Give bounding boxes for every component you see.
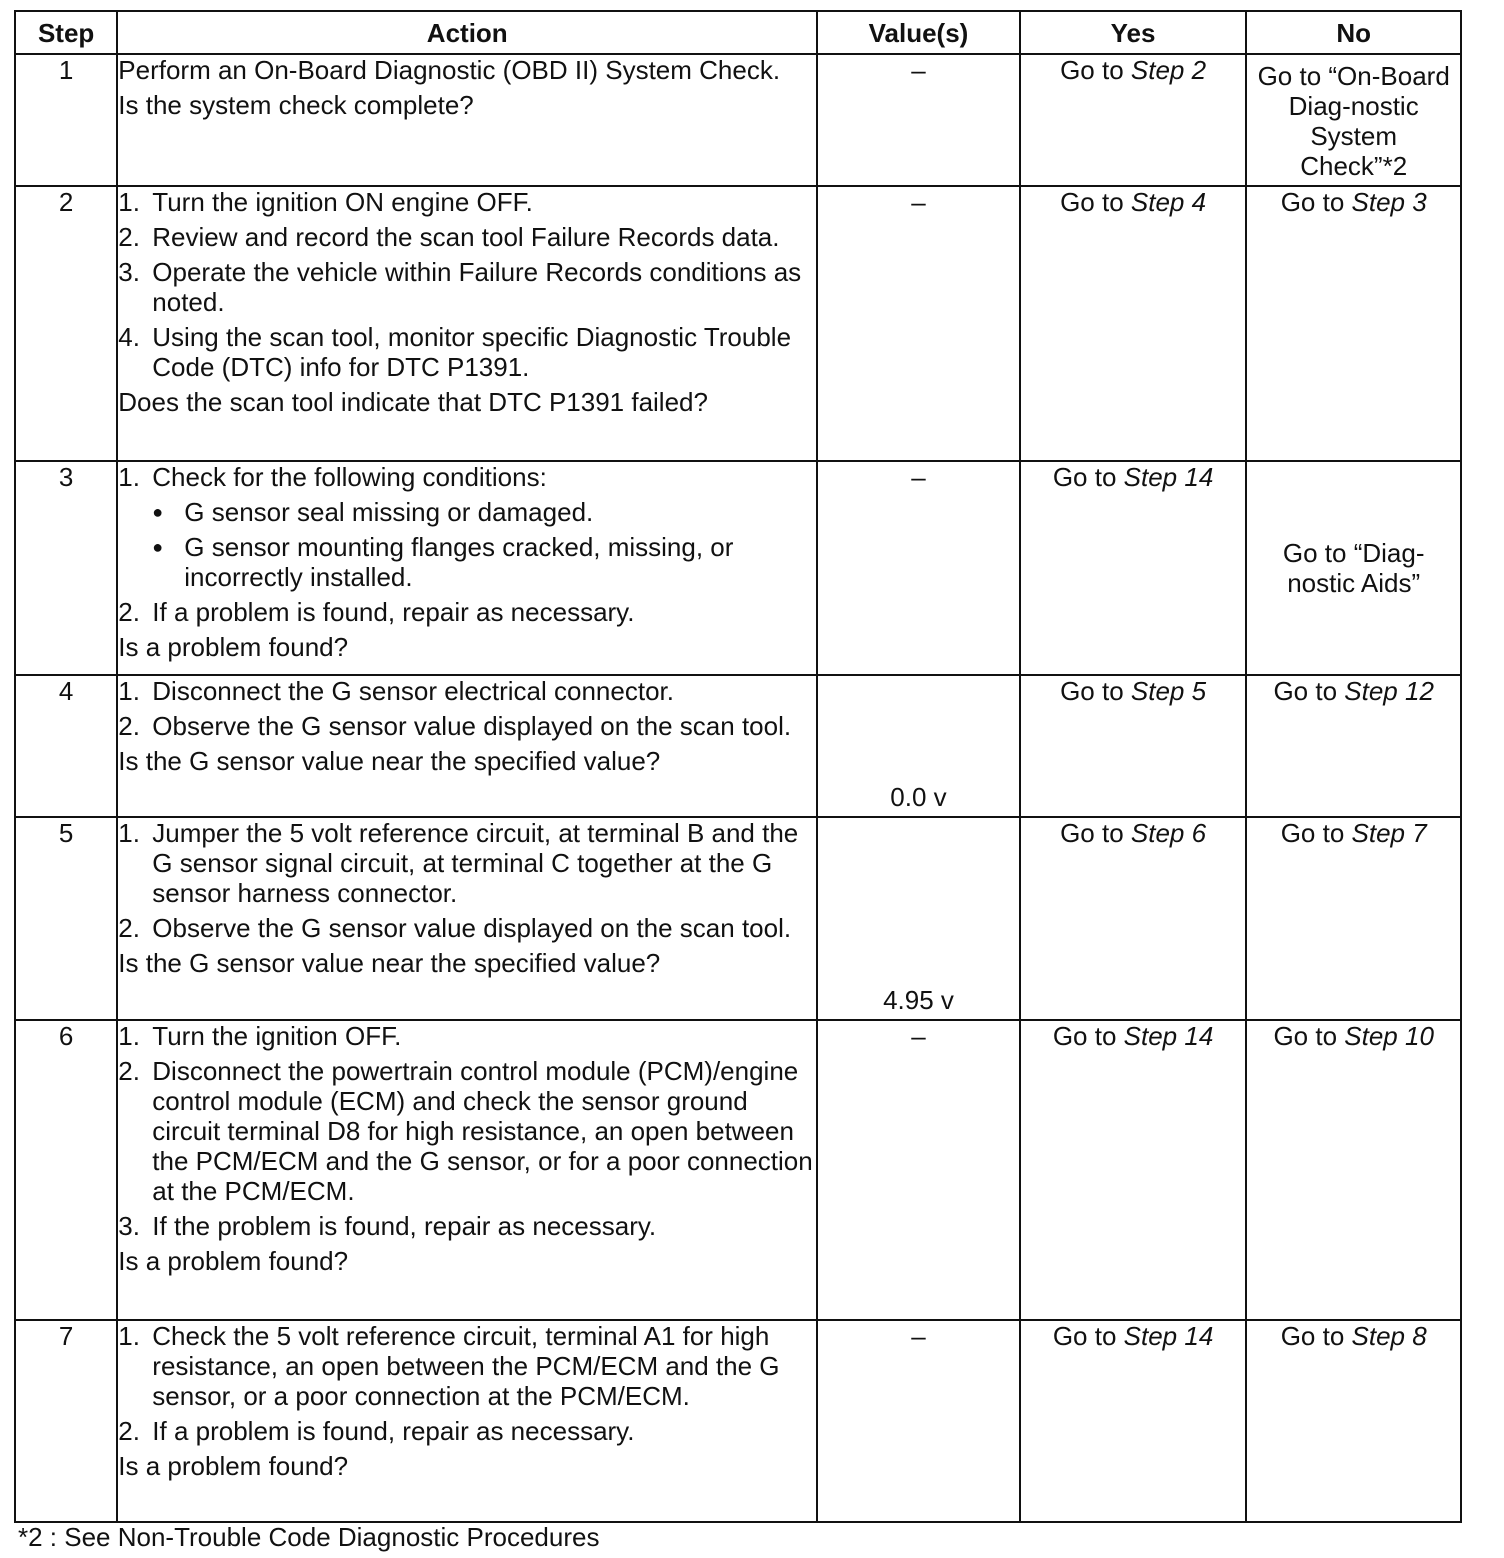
no-cell [1246, 186, 1461, 461]
yes-cell [1020, 675, 1247, 817]
yes-step-ref: Step 6 [1130, 818, 1207, 848]
action-cell [117, 461, 817, 675]
action-cell [117, 1320, 817, 1522]
no-prefix: Go to [1280, 187, 1352, 217]
yes-step-ref: Step 4 [1130, 187, 1207, 217]
action-item [118, 676, 816, 706]
action-question: Does the scan tool indicate that DTC P1391 failed? [118, 387, 708, 417]
item-text: If a problem is found, repair as necessary. [152, 1416, 635, 1446]
item-number: 1. [118, 1321, 140, 1351]
action-question: Is a problem found? [118, 1451, 349, 1481]
item-text: Jumper the 5 volt reference circuit, at terminal B and the G sensor signal circuit, at terminal C together at the G sensor harness connector. [152, 818, 799, 908]
action-item [118, 1321, 816, 1411]
item-text: Operate the vehicle within Failure Records conditions as noted. [152, 257, 802, 317]
item-number: 2. [118, 1056, 140, 1086]
action-item [118, 222, 816, 252]
item-number: 1. [118, 676, 140, 706]
yes-prefix: Go to [1060, 187, 1131, 217]
value-cell: – [817, 461, 1020, 675]
action-question: Is the system check complete? [118, 90, 474, 120]
yes-cell [1020, 186, 1247, 461]
bullet-text: G sensor mounting flanges cracked, missing, or incorrectly installed. [184, 532, 734, 592]
item-number: 1. [118, 1021, 140, 1051]
header-value: Value(s) [817, 11, 1020, 54]
no-cell [1246, 817, 1461, 1020]
item-number: 4. [118, 322, 140, 352]
no-step-ref: Step 3 [1351, 187, 1427, 217]
no-prefix: Go to “On-Board Diag-nostic System Check”*2 [1257, 61, 1450, 181]
no-cell [1246, 1020, 1461, 1320]
item-text: Disconnect the powertrain control module (PCM)/engine control module (ECM) and check the sensor ground circuit terminal D8 for high resistance, an open between the PCM/ECM and the G sensor, or for a poor connection at the PCM/ECM. [152, 1056, 813, 1206]
bullet-icon: ● [152, 537, 164, 557]
no-cell [1246, 54, 1461, 186]
no-prefix: Go to [1280, 1321, 1352, 1351]
action-item [118, 711, 816, 741]
no-step-ref: Step 8 [1351, 1321, 1427, 1351]
action-question: Is a problem found? [118, 632, 349, 662]
value-cell: – [817, 1020, 1020, 1320]
item-number: 3. [118, 257, 140, 287]
table-row [15, 817, 1461, 1020]
action-item [118, 187, 816, 217]
header-yes: Yes [1020, 11, 1247, 54]
step-number: 6 [15, 1020, 117, 1320]
item-text: Check for the following conditions: [152, 462, 547, 492]
yes-cell [1020, 54, 1247, 186]
table-row [15, 1020, 1461, 1320]
no-prefix: Go to [1280, 818, 1352, 848]
item-number: 2. [118, 1416, 140, 1446]
item-number: 2. [118, 597, 140, 627]
value-cell: 0.0 v [817, 675, 1020, 817]
action-item [118, 913, 816, 943]
yes-step-ref: Step 14 [1123, 1321, 1214, 1351]
no-step-ref: Step 10 [1344, 1021, 1434, 1051]
step-number: 7 [15, 1320, 117, 1522]
yes-prefix: Go to [1060, 818, 1131, 848]
yes-step-ref: Step 14 [1123, 1021, 1214, 1051]
yes-step-ref: Step 5 [1130, 676, 1207, 706]
item-text: Turn the ignition OFF. [152, 1021, 402, 1051]
yes-cell [1020, 817, 1247, 1020]
item-text: Turn the ignition ON engine OFF. [152, 187, 533, 217]
action-item [118, 818, 816, 908]
action-cell [117, 54, 817, 186]
diagnostic-table [14, 10, 1462, 1523]
action-cell [117, 1020, 817, 1320]
action-cell [117, 186, 817, 461]
value-cell: 4.95 v [817, 817, 1020, 1020]
step-number: 4 [15, 675, 117, 817]
header-action: Action [117, 11, 817, 54]
no-step-ref: Step 7 [1351, 818, 1427, 848]
action-question: Is the G sensor value near the specified value? [118, 746, 661, 776]
value-cell: – [817, 186, 1020, 461]
item-text: If the problem is found, repair as necessary. [152, 1211, 657, 1241]
step-number: 2 [15, 186, 117, 461]
action-bullet [152, 497, 816, 527]
yes-prefix: Go to [1052, 1321, 1124, 1351]
step-number: 1 [15, 54, 117, 186]
yes-prefix: Go to [1060, 55, 1131, 85]
item-number: 1. [118, 187, 140, 217]
no-prefix: Go to “Diag-nostic Aids” [1282, 538, 1425, 598]
no-prefix: Go to [1273, 1021, 1345, 1051]
no-cell [1246, 675, 1461, 817]
item-text: Check the 5 volt reference circuit, terminal A1 for high resistance, an open between the PCM/ECM and the G sensor, or a poor connection at the PCM/ECM. [152, 1321, 780, 1411]
yes-step-ref: Step 14 [1123, 462, 1214, 492]
table-row [15, 186, 1461, 461]
yes-prefix: Go to [1060, 676, 1131, 706]
no-cell [1246, 1320, 1461, 1522]
item-text: Review and record the scan tool Failure Records data. [152, 222, 780, 252]
yes-cell [1020, 1020, 1247, 1320]
action-item [118, 462, 816, 492]
yes-cell [1020, 461, 1247, 675]
header-no: No [1246, 11, 1461, 54]
bullet-text: G sensor seal missing or damaged. [184, 497, 594, 527]
action-bullet [152, 532, 816, 592]
item-text: Observe the G sensor value displayed on the scan tool. [152, 711, 792, 741]
yes-cell [1020, 1320, 1247, 1522]
bullet-icon: ● [152, 502, 164, 522]
table-row [15, 461, 1461, 675]
item-text: Using the scan tool, monitor specific Diagnostic Trouble Code (DTC) info for DTC P1391. [152, 322, 792, 382]
item-number: 3. [118, 1211, 140, 1241]
footnote: *2 : See Non-Trouble Code Diagnostic Procedures [18, 1522, 600, 1552]
action-item [118, 257, 816, 317]
action-cell [117, 675, 817, 817]
yes-step-ref: Step 2 [1130, 55, 1207, 85]
item-number: 2. [118, 222, 140, 252]
action-item [118, 1416, 816, 1446]
table-row [15, 1320, 1461, 1522]
no-cell [1246, 461, 1461, 675]
action-question: Is the G sensor value near the specified value? [118, 948, 661, 978]
value-cell: – [817, 1320, 1020, 1522]
action-item [118, 1021, 816, 1051]
action-intro: Perform an On-Board Diagnostic (OBD II) System Check. [118, 55, 781, 85]
action-item [118, 1211, 816, 1241]
no-step-ref: Step 12 [1344, 676, 1434, 706]
item-number: 2. [118, 913, 140, 943]
step-number: 3 [15, 461, 117, 675]
item-text: Observe the G sensor value displayed on the scan tool. [152, 913, 792, 943]
value-cell: – [817, 54, 1020, 186]
action-question: Is a problem found? [118, 1246, 349, 1276]
yes-prefix: Go to [1052, 462, 1124, 492]
no-prefix: Go to [1273, 676, 1345, 706]
item-number: 1. [118, 818, 140, 848]
action-cell [117, 817, 817, 1020]
item-text: Disconnect the G sensor electrical connector. [152, 676, 674, 706]
step-number: 5 [15, 817, 117, 1020]
item-number: 1. [118, 462, 140, 492]
table-row [15, 54, 1461, 186]
table-row [15, 675, 1461, 817]
item-number: 2. [118, 711, 140, 741]
header-step: Step [15, 11, 117, 54]
item-text: If a problem is found, repair as necessary. [152, 597, 635, 627]
header-row [15, 11, 1461, 54]
action-item [118, 322, 816, 382]
yes-prefix: Go to [1052, 1021, 1124, 1051]
action-item [118, 1056, 816, 1206]
action-item [118, 597, 816, 627]
